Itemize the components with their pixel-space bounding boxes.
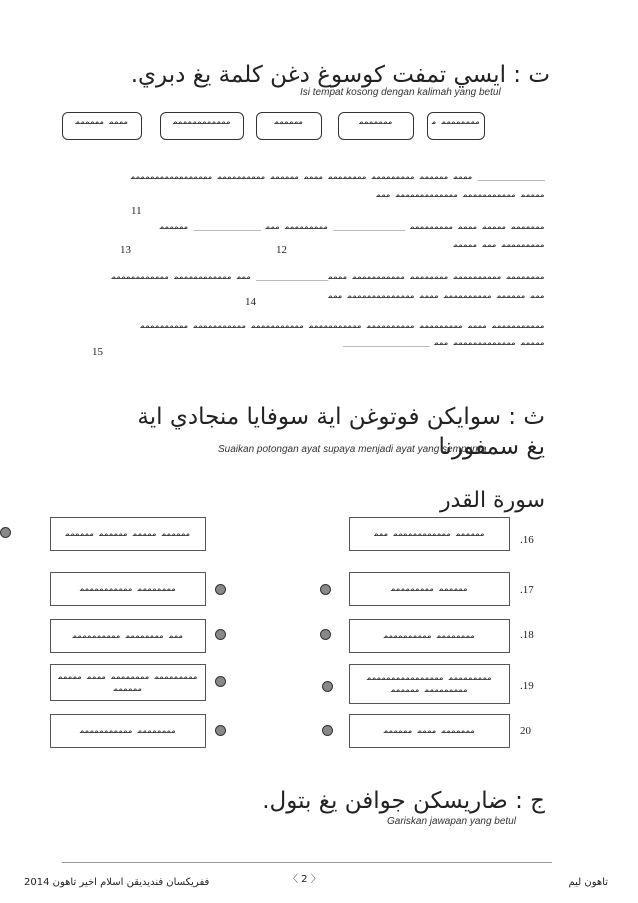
- sentence-line-3: ﻣﻤﻤﻤﻤﻤﻤ ﻣﻤﻤﻤﻤ ﻣﻤﻤﻤ ﻣﻤﻤﻤﻤﻤﻤﻤﻤ _______________ ﻣﻤﻤﻤﻤﻤﻤﻤﻤ ﻣﻤﻤ ______________ ﻣﻤﻤﻤﻤﻤ: [159, 222, 545, 231]
- match-left-18: ﻣﻤﻤ ﻣﻤﻤﻤﻤﻤﻤﻤ ﻣﻤﻤﻤﻤﻤﻤﻤﻤﻤ: [50, 619, 206, 653]
- blank-number-13: 13: [120, 244, 131, 256]
- match-right-16: ﻣﻤﻤﻤﻤﻤ ﻣﻤﻤﻤﻤﻤﻤﻤﻤﻤﻤﻤ ﻣﻤﻤ: [349, 517, 510, 551]
- blank-number-11: 11: [131, 205, 142, 217]
- match-dot-18-left[interactable]: [215, 629, 226, 640]
- blank-number-15: 15: [92, 346, 103, 358]
- match-dot-17-left[interactable]: [215, 584, 226, 595]
- sentence-line-6: ﻣﻤﻤ ﻣﻤﻤﻤﻤﻤ ﻣﻤﻤﻤﻤﻤﻤﻤﻤﻤ ﻣﻤﻤﻤ ﻣﻤﻤﻤﻤﻤﻤﻤﻤﻤﻤﻤﻤﻤ ﻣﻤﻤ: [328, 291, 545, 300]
- match-right-17: ﻣﻤﻤﻤﻤﻤ ﻣﻤﻤﻤﻤﻤﻤﻤﻤ: [349, 572, 510, 606]
- question-number-19: .19: [520, 680, 534, 692]
- question-number-17: .17: [520, 584, 534, 596]
- question-number-20: 20: [520, 725, 531, 737]
- blank-number-12: 12: [276, 244, 287, 256]
- footer-left-text: ففريكسان فنديديقن اسلام اخير تاهون 2014: [24, 877, 210, 888]
- sentence-line-5: ﻣﻤﻤﻤﻤﻤﻤﻤ ﻣﻤﻤﻤﻤﻤﻤﻤﻤﻤ ﻣﻤﻤﻤﻤﻤﻤﻤ ﻣﻤﻤﻤﻤﻤﻤﻤﻤﻤﻤ ﻣﻤﻤﻤ_______________ ﻣﻤﻤ ﻣﻤﻤﻤﻤﻤﻤﻤﻤﻤﻤﻤ ﻣﻤﻤﻤﻤﻤﻤﻤﻤﻤﻤﻤ: [111, 272, 545, 281]
- blank-number-14: 14: [245, 296, 256, 308]
- word-box-5: ﻣﻤﻤﻤﻤﻤﻤﻤ ﻣ: [427, 112, 485, 140]
- sentence-line-2: ﻣﻤﻤﻤﻤ ﻣﻤﻤﻤﻤﻤﻤﻤﻤﻤﻤ ﻣﻤﻤﻤﻤﻤﻤﻤﻤﻤﻤﻤﻤ ﻣﻤﻤ: [376, 190, 545, 199]
- footer-right-text: تاهون ليم: [568, 877, 608, 888]
- match-right-18: ﻣﻤﻤﻤﻤﻤﻤﻤ ﻣﻤﻤﻤﻤﻤﻤﻤﻤﻤ: [349, 619, 510, 653]
- section-th-title: ث : سوايكن فوتوغن اية سوفايا منجادي اية يغ سمفورنا: [137, 404, 545, 460]
- section-t-title: ت : ايسي تمفت كوسوغ دغن كلمة يغ دبري.: [130, 62, 550, 88]
- section-j-title: ج : ضاريسكن جوافن يغ بتول.: [262, 788, 545, 814]
- page-number: 〈 2 〉: [288, 874, 321, 885]
- match-left-17: ﻣﻤﻤﻤﻤﻤﻤﻤ ﻣﻤﻤﻤﻤﻤﻤﻤﻤﻤﻤ: [50, 572, 206, 606]
- match-dot-18-right[interactable]: [320, 629, 331, 640]
- word-box-2: ﻣﻤﻤﻤﻤﻤﻤﻤﻤﻤﻤﻤ: [160, 112, 244, 140]
- match-dot-19-left[interactable]: [215, 676, 226, 687]
- sentence-line-1: ﻣﻤﻤﻤ ﻣﻤﻤﻤﻤﻤ ﻣﻤﻤﻤﻤﻤﻤﻤﻤ ﻣﻤﻤﻤﻤﻤﻤﻤ ﻣﻤﻤﻤ ﻣﻤﻤﻤﻤﻤ ﻣﻤﻤﻤﻤﻤﻤﻤﻤﻤ ﻣﻤﻤﻤﻤﻤﻤﻤﻤﻤﻤﻤﻤﻤﻤﻤﻤ ______________: [130, 172, 545, 181]
- match-left-20: ﻣﻤﻤﻤﻤﻤﻤﻤ ﻣﻤﻤﻤﻤﻤﻤﻤﻤﻤﻤ: [50, 714, 206, 748]
- section-t-subtitle: Isi tempat kosong dengan kalimah yang betul: [300, 87, 501, 98]
- word-box-3: ﻣﻤﻤﻤﻤﻤ: [256, 112, 322, 140]
- word-box-4: ﻣﻤﻤﻤﻤﻤﻤ: [338, 112, 414, 140]
- match-left-19: ﻣﻤﻤﻤﻤﻤﻤﻤﻤ ﻣﻤﻤﻤﻤﻤﻤﻤ ﻣﻤﻤﻤ ﻣﻤﻤﻤﻤ ﻣﻤﻤﻤﻤﻤ: [50, 664, 206, 701]
- section-j-subtitle: Gariskan jawapan yang betul: [387, 816, 516, 827]
- footer-divider: [62, 862, 552, 863]
- sentence-line-8: __________________ ﻣﻤﻤﻤﻤ ﻣﻤﻤﻤﻤﻤﻤﻤﻤﻤﻤﻤﻤ ﻣﻤﻤ: [342, 338, 545, 347]
- match-dot-20-right[interactable]: [322, 725, 333, 736]
- match-dot-17-right[interactable]: [320, 584, 331, 595]
- match-right-19: ﻣﻤﻤﻤﻤﻤﻤﻤﻤ ﻣﻤﻤﻤﻤﻤﻤﻤﻤﻤﻤﻤﻤﻤﻤﻤ ﻣﻤﻤﻤﻤﻤﻤﻤﻤ ﻣﻤﻤﻤﻤﻤ: [349, 664, 510, 704]
- sentence-line-4: ﻣﻤﻤﻤﻤﻤﻤﻤﻤ ﻣﻤﻤ ﻣﻤﻤﻤﻤ: [453, 240, 545, 249]
- word-box-1: ﻣﻤﻤﻤ ﻣﻤﻤﻤﻤﻤ: [62, 112, 142, 140]
- question-number-16: .16: [520, 534, 534, 546]
- match-right-20: ﻣﻤﻤﻤﻤﻤﻤ ﻣﻤﻤﻤ ﻣﻤﻤﻤﻤﻤ: [349, 714, 510, 748]
- match-dot-16-left[interactable]: [0, 527, 11, 538]
- surah-title: سورة القدر: [439, 488, 545, 513]
- sentence-line-7: ﻣﻤﻤﻤﻤﻤﻤﻤﻤﻤﻤ ﻣﻤﻤﻤ ﻣﻤﻤﻤﻤﻤﻤﻤﻤ ﻣﻤﻤﻤﻤﻤﻤﻤﻤﻤ ﻣﻤﻤﻤﻤﻤﻤﻤﻤﻤﻤ ﻣﻤﻤﻤﻤﻤﻤﻤﻤﻤﻤ ﻣﻤﻤﻤﻤﻤﻤﻤﻤﻤﻤ ﻣﻤﻤﻤﻤﻤﻤﻤﻤﻤ: [140, 321, 545, 330]
- match-left-16: ﻣﻤﻤﻤﻤﻤ ﻣﻤﻤﻤﻤ ﻣﻤﻤﻤﻤﻤ ﻣﻤﻤﻤﻤﻤ: [50, 517, 206, 551]
- match-dot-20-left[interactable]: [215, 725, 226, 736]
- section-th-subtitle: Suaikan potongan ayat supaya menjadi ayat yang sempurna: [218, 444, 487, 455]
- match-dot-19-right[interactable]: [322, 681, 333, 692]
- question-number-18: .18: [520, 629, 534, 641]
